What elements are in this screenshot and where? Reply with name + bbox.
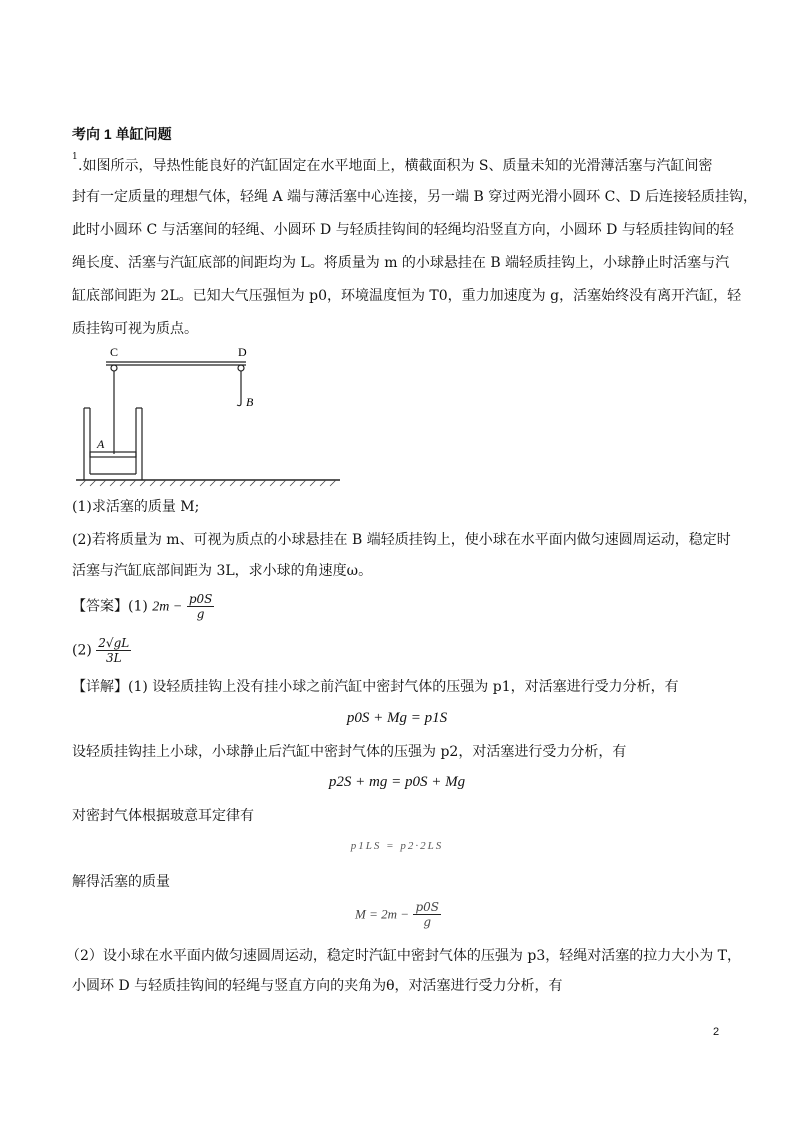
question-1: (1)求活塞的质量 M; (72, 499, 200, 515)
cylinder-diagram (70, 342, 345, 490)
section-title: 考向 1 单缸问题 (72, 126, 172, 142)
detail-paragraph-5: （2）设小球在水平面内做匀速圆周运动，稳定时汽缸中密封气体的压强为 p3，轻绳对活塞的拉力大小为 T， (66, 948, 742, 964)
problem-line-3: 此时小圆环 C 与活塞间的轻绳、小圆环 D 与轻质挂钩间的轻绳均沿竖直方向，小圆环 D 与轻质挂钩间的轻 (72, 222, 734, 238)
equation-2: p2S + mg = p0S + Mg (328, 774, 466, 790)
problem-number: 1 (72, 152, 78, 162)
equation-4: M = 2m − $\frac{p0S}{g}$ (355, 900, 440, 929)
question-2-line-2: 活塞与汽缸底部间距为 3L，求小球的角速度ω。 (72, 563, 373, 579)
answer-2-fraction (96, 636, 131, 665)
problem-line-1: .如图所示，导热性能良好的汽缸固定在水平地面上，横截面积为 S、质量未知的光滑薄活塞与汽缸间密 (78, 158, 713, 174)
detail-label: 【详解】 (72, 679, 128, 695)
answer-2-prefix: (2) (72, 642, 92, 659)
detail-paragraph-1: 【详解】(1) 设轻质挂钩上没有挂小球之前汽缸中密封气体的压强为 p1，对活塞进行受力分析，有 (72, 679, 679, 695)
equation-3: p1LS = p2·2LS (350, 840, 444, 852)
question-2-line-1: (2)若将质量为 m、可视为质点的小球悬挂在 B 端轻质挂钩上，使小球在水平面内做匀速圆周运动，稳定时 (72, 532, 731, 548)
detail-paragraph-3: 对密封气体根据玻意耳定律有 (72, 808, 254, 824)
answer-1-prefix: (1) (128, 598, 148, 615)
label-a: A (97, 437, 105, 451)
answer-1 (72, 592, 214, 621)
problem-line-2: 封有一定质量的理想气体，轻绳 A 端与薄活塞中心连接，另一端 B 穿过两光滑小圆环 C、D 后连接轻质挂钩， (72, 189, 758, 205)
equation-1: p0S + Mg = p1S (346, 710, 448, 726)
answer-2-numerator: 2√gL (98, 636, 130, 650)
answer-1-numerator: p0S (188, 592, 213, 606)
answer-1-fraction (187, 592, 215, 621)
detail-paragraph-2: 设轻质挂钩挂上小球，小球静止后汽缸中密封气体的压强为 p2，对活塞进行受力分析，有 (72, 744, 627, 760)
answer-label: 【答案】 (72, 598, 128, 615)
label-b: B (246, 395, 254, 409)
answer-2-denominator: 3L (105, 651, 122, 665)
problem-line-4: 绳长度、活塞与汽缸底部的间距均为 L。将质量为 m 的小球悬挂在 B 端轻质挂钩上，小球静止时活塞与汽 (72, 255, 730, 271)
detail-paragraph-4: 解得活塞的质量 (72, 874, 170, 890)
problem-line-5: 缸底部间距为 2L。已知大气压强恒为 p0，环境温度恒为 T0，重力加速度为 g，活塞始终没有离开汽缸，轻 (72, 288, 742, 304)
label-c: C (110, 345, 119, 359)
detail-paragraph-6: 小圆环 D 与轻质挂钩间的轻绳与竖直方向的夹角为θ，对活塞进行受力分析，有 (72, 978, 563, 994)
problem-line-6: 质挂钩可视为质点。 (72, 321, 198, 337)
answer-2 (72, 636, 131, 665)
answer-1-denominator: g (196, 607, 205, 621)
label-d: D (238, 345, 247, 359)
answer-1-expr: 2m − (152, 599, 183, 615)
page-number: 2 (713, 1026, 720, 1038)
